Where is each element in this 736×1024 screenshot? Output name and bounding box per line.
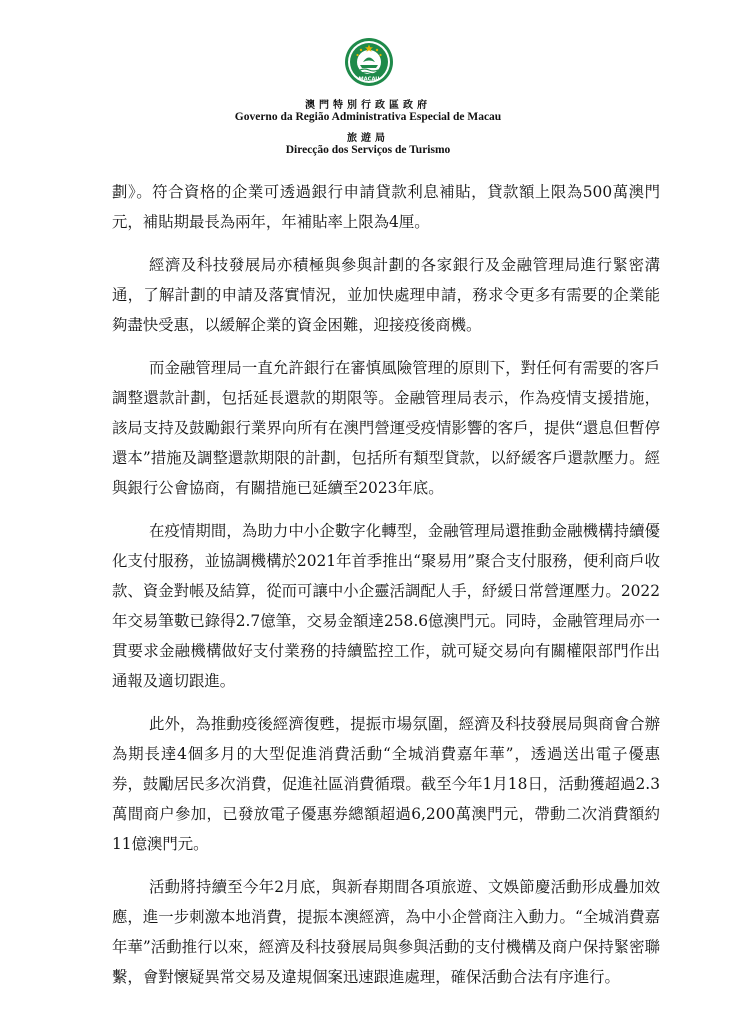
paragraph: 在疫情期間，為助力中小企數字化轉型，金融管理局還推動金融機構持續優化支付服務，並協調機構於2021年首季推出“聚易用”聚合支付服務，便利商戶收款、資金對帳及結算，從而可讓中小企靈活調配人手，紓緩日常營運壓力。2022年交易筆數已錄得2.7億筆，交易金額達258.6億澳門元。同時，金融管理局亦一貫要求金融機構做好支付業務的持續監控工作，就可疑交易向有關權限部門作出通報及適切跟進。	[112, 522, 660, 690]
department-name-portuguese: Direcção dos Serviços de Turismo	[285, 144, 451, 156]
macau-emblem-icon	[344, 36, 394, 88]
paragraph: 活動將持續至今年2月底，與新春期間各項旅遊、文娛節慶活動形成疊加效應，進一步刺激本地消費，提振本澳經濟，為中小企營商注入動力。“全城消費嘉年華”活動推行以來，經濟及科技發展局與參與活動的支付機構及商户保持緊密聯繫，會對懷疑異常交易及違規個案迅速跟進處理，確保活動合法有序進行。	[112, 878, 660, 986]
government-name-chinese: 澳門特別行政區政府	[305, 100, 431, 111]
government-name-portuguese: Governo da Região Administrativa Especial de Macau	[234, 111, 502, 123]
paragraph: 而金融管理局一直允許銀行在審慎風險管理的原則下，對任何有需要的客戶調整還款計劃，包括延長還款的期限等。金融管理局表示，作為疫情支援措施，該局支持及鼓勵銀行業界向所有在澳門營運受疫情影響的客戶，提供“還息但暫停還本”措施及調整還款期限的計劃，包括所有類型貸款，以紓緩客戶還款壓力。經與銀行公會協商，有關措施已延續至2023年底。	[112, 359, 660, 497]
document-body	[112, 177, 660, 1005]
paragraph: 此外，為推動疫後經濟復甦，提振市場氛圍，經濟及科技發展局與商會合辦為期長達4個多月的大型促進消費活動“全城消費嘉年華”，透過送出電子優惠券，鼓勵居民多次消費，促進社區消費循環。截至今年1月18日，活動獲超過2.3萬間商户參加，已發放電子優惠券總額超過6,200萬澳門元，帶動二次消費額約11億澳門元。	[112, 715, 660, 853]
paragraph: 經濟及科技發展局亦積極與參與計劃的各家銀行及金融管理局進行緊密溝通，了解計劃的申請及落實情況，並加快處理申請，務求令更多有需要的企業能夠盡快受惠，以緩解企業的資金困難，迎接疫後商機。	[112, 256, 660, 334]
svg-text:MACAU: MACAU	[358, 76, 380, 83]
department-name-chinese: 旅遊局	[347, 133, 389, 144]
paragraph: 劃》。符合資格的企業可透過銀行申請貸款利息補貼，貸款額上限為500萬澳門元，補貼期最長為兩年，年補貼率上限為4厘。	[112, 183, 660, 231]
